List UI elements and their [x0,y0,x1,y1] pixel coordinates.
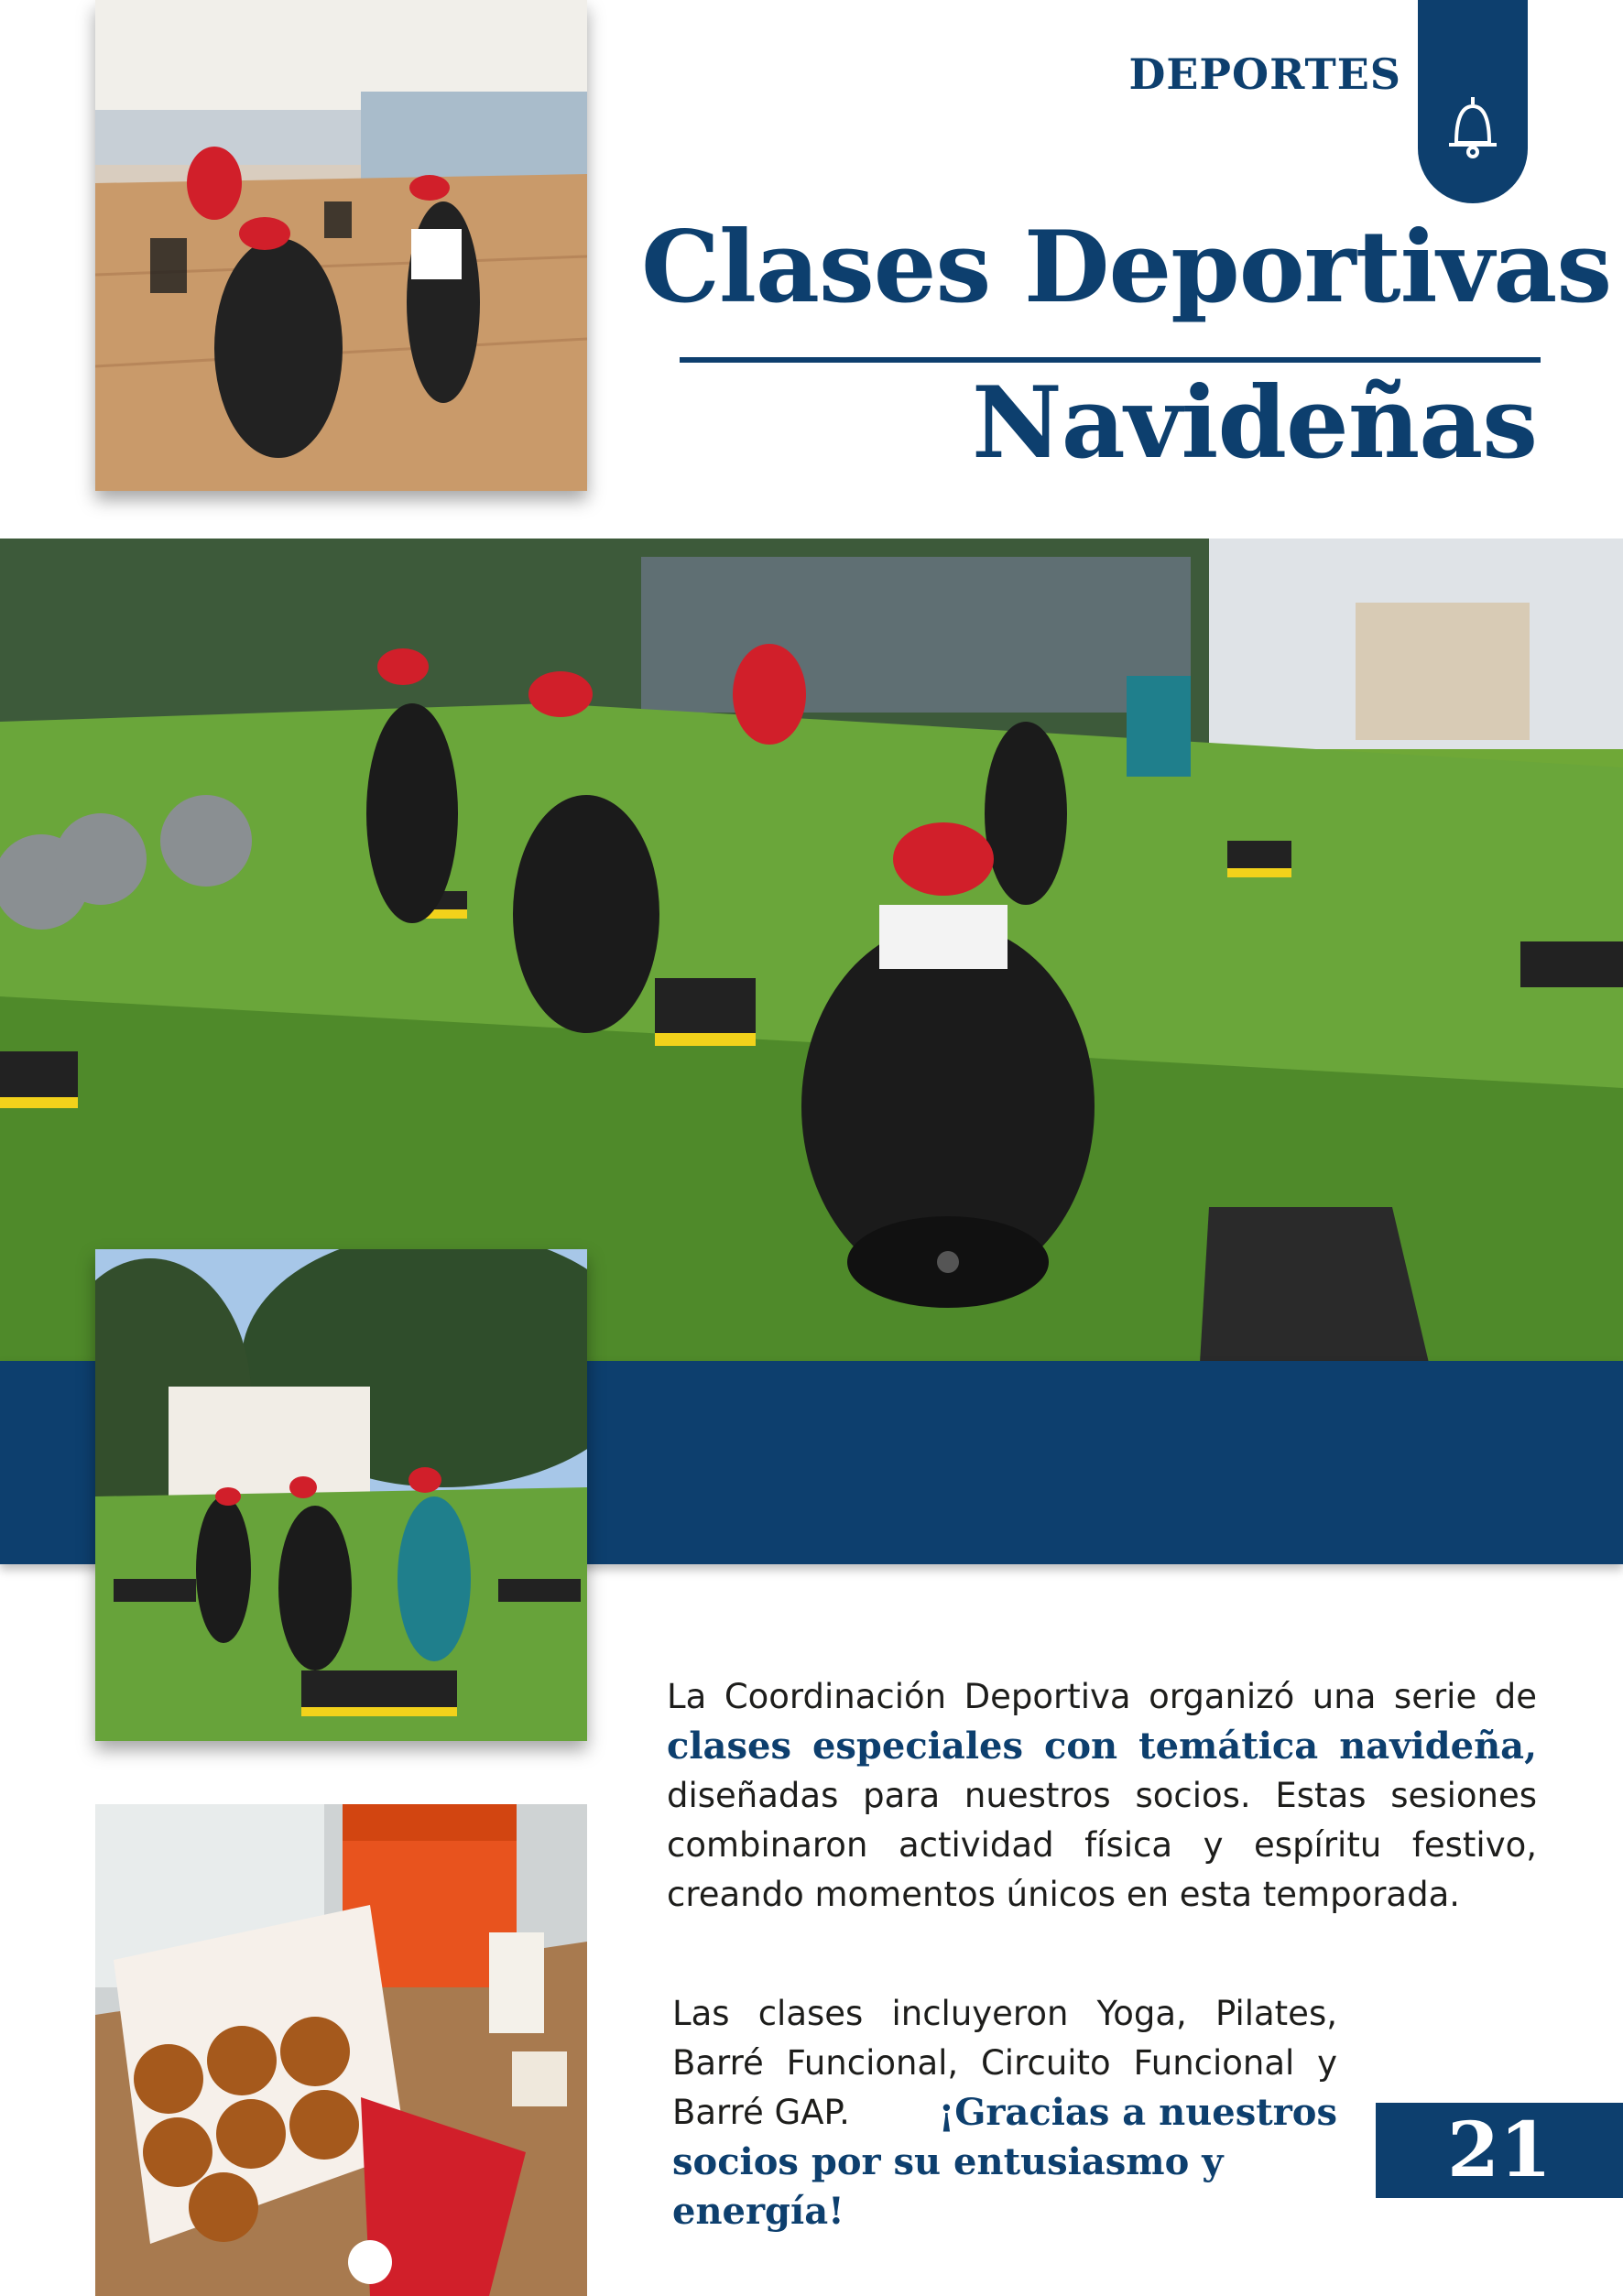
page-number: 21 [1376,2103,1623,2198]
photo-outdoor-group [95,1249,587,1741]
article-paragraph-2 [672,1989,1337,2236]
photo-indoor-class [95,0,587,491]
paragraph1-highlight: clases especiales con temática navideña, [667,1725,1537,1768]
paragraph1-line3: diseñadas para nuestros socios. Estas sesiones [667,1776,1537,1815]
page-title: Clases Deportivas [641,210,1612,325]
section-tab [1418,0,1528,203]
paragraph2-line2: Barré Funcional, Circuito Funcional y [672,2043,1337,2083]
page-title-line2: Navideñas [971,365,1537,481]
article-paragraph-1 [667,1672,1537,1920]
paragraph2-text: Barré GAP. [672,2093,850,2132]
title-divider [680,357,1541,363]
paragraph1-line5: creando momentos únicos en esta temporada. [667,1875,1461,1914]
paragraph2-highlight-2: socios por su entusiasmo y energía! [672,2140,1224,2233]
paragraph2-highlight-1: ¡Gracias a nuestros [938,2091,1337,2134]
bell-icon [1443,92,1502,165]
paragraph1-line4: combinaron actividad física y espíritu festivo, [667,1825,1537,1865]
photo-snacks-table [95,1804,587,2296]
paragraph2-line1: Las clases incluyeron Yoga, Pilates, [672,1994,1337,2033]
paragraph1-intro: La Coordinación Deportiva organizó una serie de [667,1677,1537,1716]
paragraph2-line3 [672,2088,1337,2138]
photo-outdoor-main [0,539,1623,1363]
section-label: DEPORTES [1128,49,1401,99]
